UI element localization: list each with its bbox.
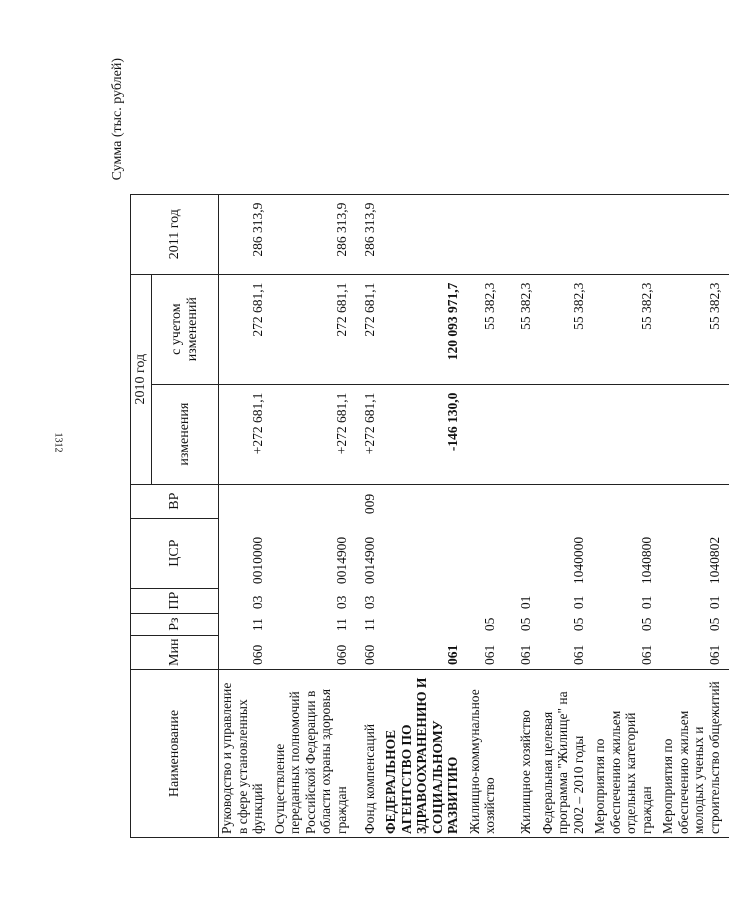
row-name: Мероприятия по обеспечению жильем отдельных категорий граждан bbox=[592, 670, 660, 838]
table-row bbox=[540, 194, 593, 837]
row-rz: 11 bbox=[333, 618, 349, 632]
table-row bbox=[355, 194, 383, 837]
row-rz: 05 bbox=[570, 617, 586, 632]
unit-label: Сумма (тыс. рублей) bbox=[110, 58, 125, 181]
row-csr: 1040000 bbox=[570, 536, 586, 585]
row-name: Жилищное хозяйство bbox=[504, 670, 540, 838]
row-changes bbox=[660, 384, 728, 484]
table-row bbox=[219, 194, 272, 837]
row-2011: 286 313,9 bbox=[219, 194, 272, 274]
row-rz: 11 bbox=[361, 618, 377, 632]
header-vr: ВР bbox=[131, 484, 219, 518]
row-vr: 009 bbox=[355, 484, 383, 518]
row-csr: 1040800 bbox=[638, 536, 654, 585]
row-name: Мероприятия по обеспечению жильем молодых ученых и строительство общежитий bbox=[660, 670, 728, 838]
row-rz: 05 bbox=[518, 617, 534, 632]
row-csr bbox=[504, 518, 540, 588]
header-rz: Рз bbox=[131, 613, 219, 635]
row-with-changes: 55 382,3 bbox=[660, 274, 728, 384]
row-min: 061 bbox=[383, 635, 467, 669]
row-vr bbox=[660, 484, 728, 518]
row-changes: +272 681,1 bbox=[219, 384, 272, 484]
row-with-changes: 272 681,1 bbox=[272, 274, 356, 384]
table-row bbox=[592, 194, 660, 837]
row-vr bbox=[540, 484, 593, 518]
row-name: Руководство и управление в сфере установленных функций bbox=[219, 670, 272, 838]
row-csr: 0014900 bbox=[333, 536, 349, 585]
row-2011: 286 313,9 bbox=[355, 194, 383, 274]
row-rz: 05 bbox=[482, 617, 498, 632]
row-min: 061 bbox=[660, 635, 728, 669]
row-csr: 0010000 bbox=[250, 536, 266, 585]
row-vr bbox=[272, 484, 356, 518]
row-pr: 03 bbox=[250, 595, 266, 610]
table-row bbox=[272, 194, 356, 837]
row-2011 bbox=[467, 194, 504, 274]
row-vr bbox=[383, 484, 467, 518]
row-with-changes: 55 382,3 bbox=[540, 274, 593, 384]
row-rz bbox=[383, 613, 467, 635]
table-row bbox=[383, 194, 467, 837]
page-number: 1312 bbox=[52, 432, 64, 453]
row-vr bbox=[219, 484, 272, 518]
row-name: Жилищно-коммунальное хозяйство bbox=[467, 670, 504, 838]
row-changes: +272 681,1 bbox=[272, 384, 356, 484]
row-rz: 11 bbox=[250, 618, 266, 632]
header-2011: 2011 год bbox=[131, 194, 219, 274]
row-with-changes: 55 382,3 bbox=[467, 274, 504, 384]
row-changes: -146 130,0 bbox=[383, 384, 467, 484]
table-row bbox=[660, 194, 728, 837]
row-vr bbox=[592, 484, 660, 518]
row-min: 060 bbox=[355, 635, 383, 669]
row-changes bbox=[592, 384, 660, 484]
row-pr: 03 bbox=[361, 595, 377, 610]
row-name: Федеральная целевая программа "Жилище" на 2002 – 2010 годы bbox=[540, 670, 593, 838]
row-csr bbox=[467, 518, 504, 588]
row-2011: 286 313,9 bbox=[272, 194, 356, 274]
header-changes: изменения bbox=[152, 384, 219, 484]
table-header bbox=[131, 194, 219, 837]
rotated-page-content bbox=[110, 58, 722, 838]
row-min: 060 bbox=[272, 635, 356, 669]
row-name: Осуществление переданных полномочий Российской Федерации в области охраны здоровья граждан bbox=[272, 670, 356, 838]
table-row bbox=[467, 194, 504, 837]
row-pr: 03 bbox=[333, 595, 349, 610]
row-2011 bbox=[592, 194, 660, 274]
header-with-changes: с учетом изменений bbox=[152, 274, 219, 384]
row-changes bbox=[540, 384, 593, 484]
row-with-changes: 272 681,1 bbox=[219, 274, 272, 384]
row-pr bbox=[467, 588, 504, 613]
row-with-changes: 120 093 971,7 bbox=[383, 274, 467, 384]
row-pr: 01 bbox=[518, 595, 534, 610]
row-vr bbox=[504, 484, 540, 518]
row-name: Фонд компенсаций bbox=[355, 670, 383, 838]
table-row bbox=[504, 194, 540, 837]
row-2011 bbox=[540, 194, 593, 274]
row-min: 061 bbox=[540, 635, 593, 669]
row-min: 061 bbox=[467, 635, 504, 669]
row-csr bbox=[383, 518, 467, 588]
row-changes bbox=[504, 384, 540, 484]
header-2010: 2010 год bbox=[131, 274, 152, 484]
row-changes: +272 681,1 bbox=[355, 384, 383, 484]
row-name: ФЕДЕРАЛЬНОЕ АГЕНТСТВО ПО ЗДРАВООХРАНЕНИЮ И СОЦИАЛЬНОМУ РАЗВИТИЮ bbox=[383, 670, 467, 838]
row-with-changes: 55 382,3 bbox=[592, 274, 660, 384]
row-min: 060 bbox=[219, 635, 272, 669]
row-changes bbox=[467, 384, 504, 484]
header-min: Мин bbox=[131, 635, 219, 669]
header-csr: ЦСР bbox=[131, 518, 219, 588]
budget-table bbox=[130, 194, 729, 838]
row-min: 061 bbox=[592, 635, 660, 669]
row-csr: 0014900 bbox=[361, 536, 377, 585]
row-pr: 01 bbox=[570, 595, 586, 610]
row-pr: 01 bbox=[706, 595, 722, 610]
row-csr: 1040802 bbox=[706, 536, 722, 585]
row-2011 bbox=[660, 194, 728, 274]
row-2011 bbox=[504, 194, 540, 274]
row-rz: 05 bbox=[638, 617, 654, 632]
row-vr bbox=[467, 484, 504, 518]
row-with-changes: 272 681,1 bbox=[355, 274, 383, 384]
row-rz: 05 bbox=[706, 617, 722, 632]
table-body bbox=[219, 194, 729, 837]
row-2011 bbox=[383, 194, 467, 274]
header-pr: ПР bbox=[131, 588, 219, 613]
row-with-changes: 55 382,3 bbox=[504, 274, 540, 384]
header-name: Наименование bbox=[131, 670, 219, 838]
row-min: 061 bbox=[504, 635, 540, 669]
row-pr bbox=[383, 588, 467, 613]
row-pr: 01 bbox=[638, 595, 654, 610]
